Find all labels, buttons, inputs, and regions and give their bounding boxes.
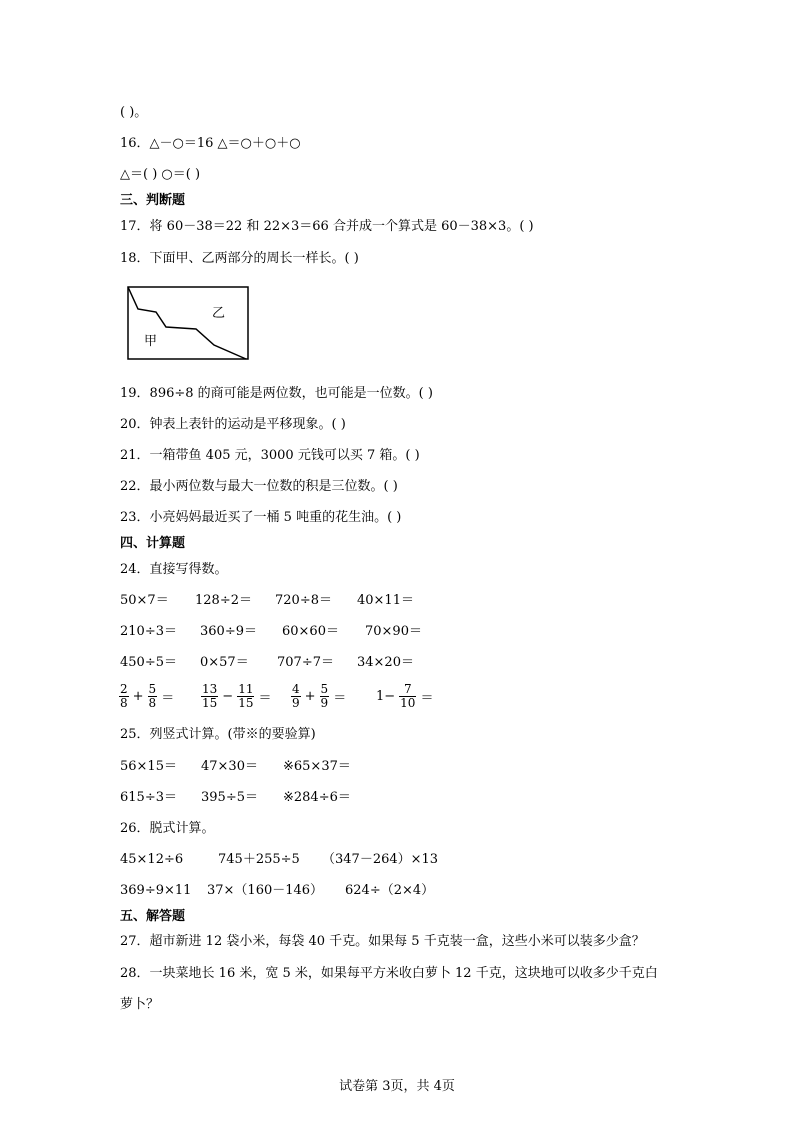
- perimeter-figure: [126, 285, 252, 362]
- fraction: [399, 683, 416, 710]
- numerator: 2: [120, 682, 128, 696]
- fraction: [320, 683, 330, 710]
- denominator: 8: [120, 696, 128, 710]
- fraction: [201, 683, 218, 710]
- question-22: 22．最小两位数与最大一位数的积是三位数。( ): [120, 479, 398, 494]
- question-17: 17．将 60－38＝22 和 22×3＝66 合并成一个算式是 60－38×3。( ): [120, 219, 534, 234]
- step-calc-item: （347－264）×13: [322, 852, 439, 867]
- equals-sign: ＝: [333, 691, 347, 706]
- step-calc-item: 624÷（2×4）: [345, 883, 435, 898]
- denominator: 9: [320, 696, 329, 710]
- denominator: 9: [292, 696, 300, 710]
- calc-item: 360÷9＝: [200, 624, 257, 639]
- calc-item: 210÷3＝: [120, 624, 177, 639]
- equals-sign: ＝: [420, 691, 434, 706]
- equals-sign: ＝: [258, 691, 272, 706]
- vertical-calc-item: 395÷5＝: [201, 790, 258, 805]
- denominator: 10: [400, 696, 416, 710]
- vertical-calc-item: 615÷3＝: [120, 790, 177, 805]
- denominator: 15: [238, 696, 254, 710]
- section-3-heading: 三、判断题: [120, 193, 186, 208]
- calc-item: 0×57＝: [200, 655, 249, 670]
- label-yi: 乙: [212, 306, 226, 321]
- numerator: 5: [320, 682, 329, 696]
- step-calc-item: 37×（160－146）: [207, 883, 324, 898]
- operator: +: [132, 689, 144, 704]
- question-20: 20．钟表上表针的运动是平移现象。( ): [120, 417, 346, 432]
- numerator: 4: [292, 682, 300, 696]
- question-28-line-2: 萝卜？: [120, 997, 160, 1012]
- fraction: [148, 683, 158, 710]
- question-16-line-2: △＝( ) ○＝( ): [120, 167, 201, 182]
- fraction-expression: [290, 683, 349, 710]
- question-26: 26．脱式计算。: [120, 821, 215, 836]
- vertical-calc-item: ※65×37＝: [283, 759, 351, 774]
- step-calc-item: 45×12÷6: [120, 852, 184, 867]
- question-18: 18．下面甲、乙两部分的周长一样长。( ): [120, 251, 359, 266]
- label-jia: 甲: [144, 334, 158, 349]
- denominator: 15: [202, 696, 218, 710]
- answer-blank-line: ( )。: [120, 105, 148, 120]
- calc-item: 720÷8＝: [275, 593, 332, 608]
- question-21: 21．一箱带鱼 405 元，3000 元钱可以买 7 箱。( ): [120, 448, 420, 463]
- fraction-expression: [200, 683, 274, 710]
- question-16-line-1: 16．△－○＝16 △＝○＋○＋○: [120, 136, 301, 151]
- equals-sign: ＝: [161, 691, 175, 706]
- calc-item: 34×20＝: [357, 655, 414, 670]
- page-footer: 试卷第 3页，共 4页: [339, 1079, 455, 1094]
- fraction-expression: [373, 683, 436, 710]
- numerator: 5: [148, 682, 157, 696]
- fraction: [119, 683, 129, 710]
- calc-item: 450÷5＝: [120, 655, 177, 670]
- fraction: [291, 683, 301, 710]
- numerator: 7: [403, 682, 412, 696]
- vertical-calc-item: ※284÷6＝: [283, 790, 351, 805]
- numerator: 13: [202, 682, 218, 696]
- question-23: 23．小亮妈妈最近买了一桶 5 吨重的花生油。( ): [120, 510, 402, 525]
- step-calc-item: 745＋255÷5: [218, 852, 300, 867]
- calc-item: 40×11＝: [357, 593, 414, 608]
- section-4-heading: 四、计算题: [120, 536, 186, 551]
- question-19: 19．896÷8 的商可能是两位数，也可能是一位数。( ): [120, 386, 433, 401]
- calc-item: 60×60＝: [282, 624, 339, 639]
- section-5-heading: 五、解答题: [120, 909, 186, 924]
- calc-item: 128÷2＝: [195, 593, 252, 608]
- question-24: 24．直接写得数。: [120, 562, 228, 577]
- operator: +: [304, 689, 316, 704]
- vertical-calc-item: 56×15＝: [120, 759, 177, 774]
- vertical-calc-item: 47×30＝: [201, 759, 258, 774]
- fraction-expression: [118, 683, 177, 710]
- question-28-line-1: 28．一块菜地长 16 米，宽 5 米，如果每平方米收白萝卜 12 千克，这块地可以收多少千克白: [120, 966, 658, 981]
- calc-item: 50×7＝: [120, 593, 169, 608]
- numerator: 11: [238, 682, 254, 696]
- question-27: 27．超市新进 12 袋小米，每袋 40 千克。如果每 5 千克装一盒，这些小米可以装多少盒？: [120, 934, 645, 949]
- calc-item: 70×90＝: [365, 624, 422, 639]
- calc-item: 707÷7＝: [277, 655, 334, 670]
- question-25: 25．列竖式计算。(带※的要验算): [120, 727, 316, 742]
- operator: −: [222, 689, 234, 704]
- denominator: 8: [148, 696, 157, 710]
- fraction: [237, 683, 254, 710]
- whole-number-term: 1−: [376, 689, 396, 704]
- step-calc-item: 369÷9×11: [120, 883, 192, 898]
